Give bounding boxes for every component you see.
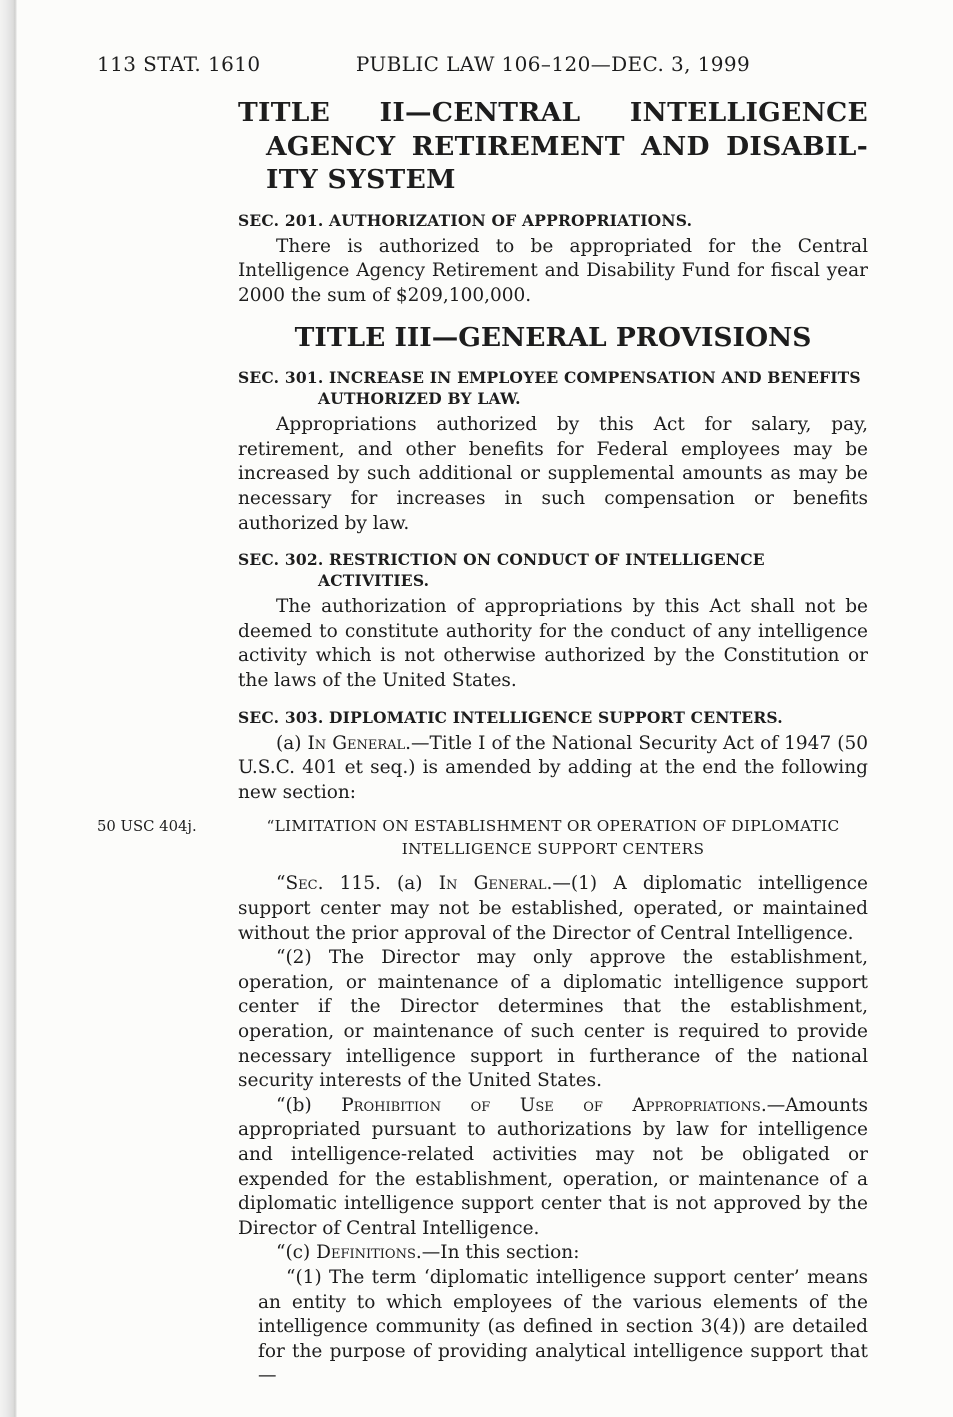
sec-115-paragraph-a: [238, 872, 868, 946]
sec-115-paragraph-c1: “(1) The term ‘diplomatic intelligence support center’ means an entity to which employees of the various elements of the intelligence community (as defined in section 3(4)) are detailed for the purpose of providing analytical intelligence support that—: [258, 1266, 868, 1387]
sec-115-label: Sec. 115.: [285, 873, 381, 895]
open-quote: “: [276, 873, 286, 895]
sec-302-paragraph: The authorization of appropriations by this Act shall not be deemed to constitute authority for the conduct of any intelligence activity which is not otherwise authorized by the Constitution or the laws of the United States.: [238, 596, 868, 692]
stat-citation: 113 STAT. 1610: [97, 52, 261, 76]
sec-115-mid: (a): [380, 873, 439, 895]
title-ii-line3: ITY SYSTEM: [266, 164, 456, 195]
sec-115-paragraph-2: “(2) The Director may only approve the establishment, operation, or maintenance of a diplomatic intelligence support center if the Director determines that the establishment, operation, or maintenance of such center is required to provide necessary intelligence support in furtherance of the national security interests of the United States.: [238, 947, 868, 1092]
usc-margin-note: 50 USC 404j.: [97, 818, 197, 836]
title-iii-heading: TITLE III—GENERAL PROVISIONS: [294, 322, 812, 354]
sec-115-paragraph-b: [238, 1094, 868, 1242]
law-citation: PUBLIC LAW 106–120—DEC. 3, 1999: [355, 52, 751, 76]
para-c-rest: .—In this section:: [415, 1242, 580, 1264]
sec-302-heading: SEC. 302. RESTRICTION ON CONDUCT OF INTELLIGENCE ACTIVITIES.: [238, 550, 765, 591]
quoted-section-block: [97, 815, 868, 861]
scan-gutter-shadow: [0, 0, 17, 1417]
sec-303-paragraph-a: [238, 732, 868, 806]
running-header: [97, 52, 868, 78]
para-c-term: Definitions: [316, 1242, 416, 1264]
sec-301-paragraph: Appropriations authorized by this Act for salary, pay, retirement, and other benefits for Federal employees may be increased by such additional or supplemental amounts as may be necessary for increases in such compensation or benefits authorized by law.: [238, 414, 868, 534]
para-a-term: In General: [307, 732, 406, 754]
para-a-rest: .—Title I of the National Security Act of 1947 (50 U.S.C. 401 et seq.) is amended by adding at the end the following new section:: [238, 732, 868, 803]
para-b-term: Prohibition of Use of Appropriations: [341, 1094, 761, 1116]
sec-201-paragraph: There is authorized to be appropriated for the Central Intelligence Agency Retirement and Disability Fund for fiscal year 2000 the sum of $209,100,000.: [238, 235, 868, 306]
sec-201-heading: SEC. 201. AUTHORIZATION OF APPROPRIATIONS.: [238, 210, 693, 230]
sec-115-rest: .—(1) A diplomatic intelligence support center may not be established, operated, or maintained without the prior approval of the Director of Central Intelligence.: [238, 873, 868, 944]
title-ii-line1: TITLE II—CENTRAL INTELLIGENCE: [238, 97, 868, 128]
sec-115-paragraph-c: [238, 1241, 868, 1266]
para-a-prefix: (a): [276, 732, 308, 754]
para-b-prefix: “(b): [276, 1094, 342, 1116]
title-ii-heading: [238, 96, 868, 197]
quoted-section-heading: “LIMITATION ON ESTABLISHMENT OR OPERATION OF DIPLOMATIC INTELLIGENCE SUPPORT CENTERS: [266, 817, 840, 859]
sec-301-heading: SEC. 301. INCREASE IN EMPLOYEE COMPENSATION AND BENEFITS AUTHORIZED BY LAW.: [238, 368, 861, 409]
title-ii-line2: AGENCY RETIREMENT AND DISABIL-: [266, 130, 868, 162]
sec-303-heading: SEC. 303. DIPLOMATIC INTELLIGENCE SUPPORT CENTERS.: [238, 707, 783, 727]
para-b-rest: .—Amounts appropriated pursuant to authorizations by law for intelligence and intelligence-related activities may not be obligated or expended for the establishment, operation, or maintenance of a diplomatic intelligence support center that is not approved by the Director of Central Intelligence.: [238, 1094, 868, 1239]
sec-115-term: In General: [438, 873, 547, 895]
para-c-prefix: “(c): [276, 1242, 317, 1264]
text-column: [97, 96, 868, 1389]
